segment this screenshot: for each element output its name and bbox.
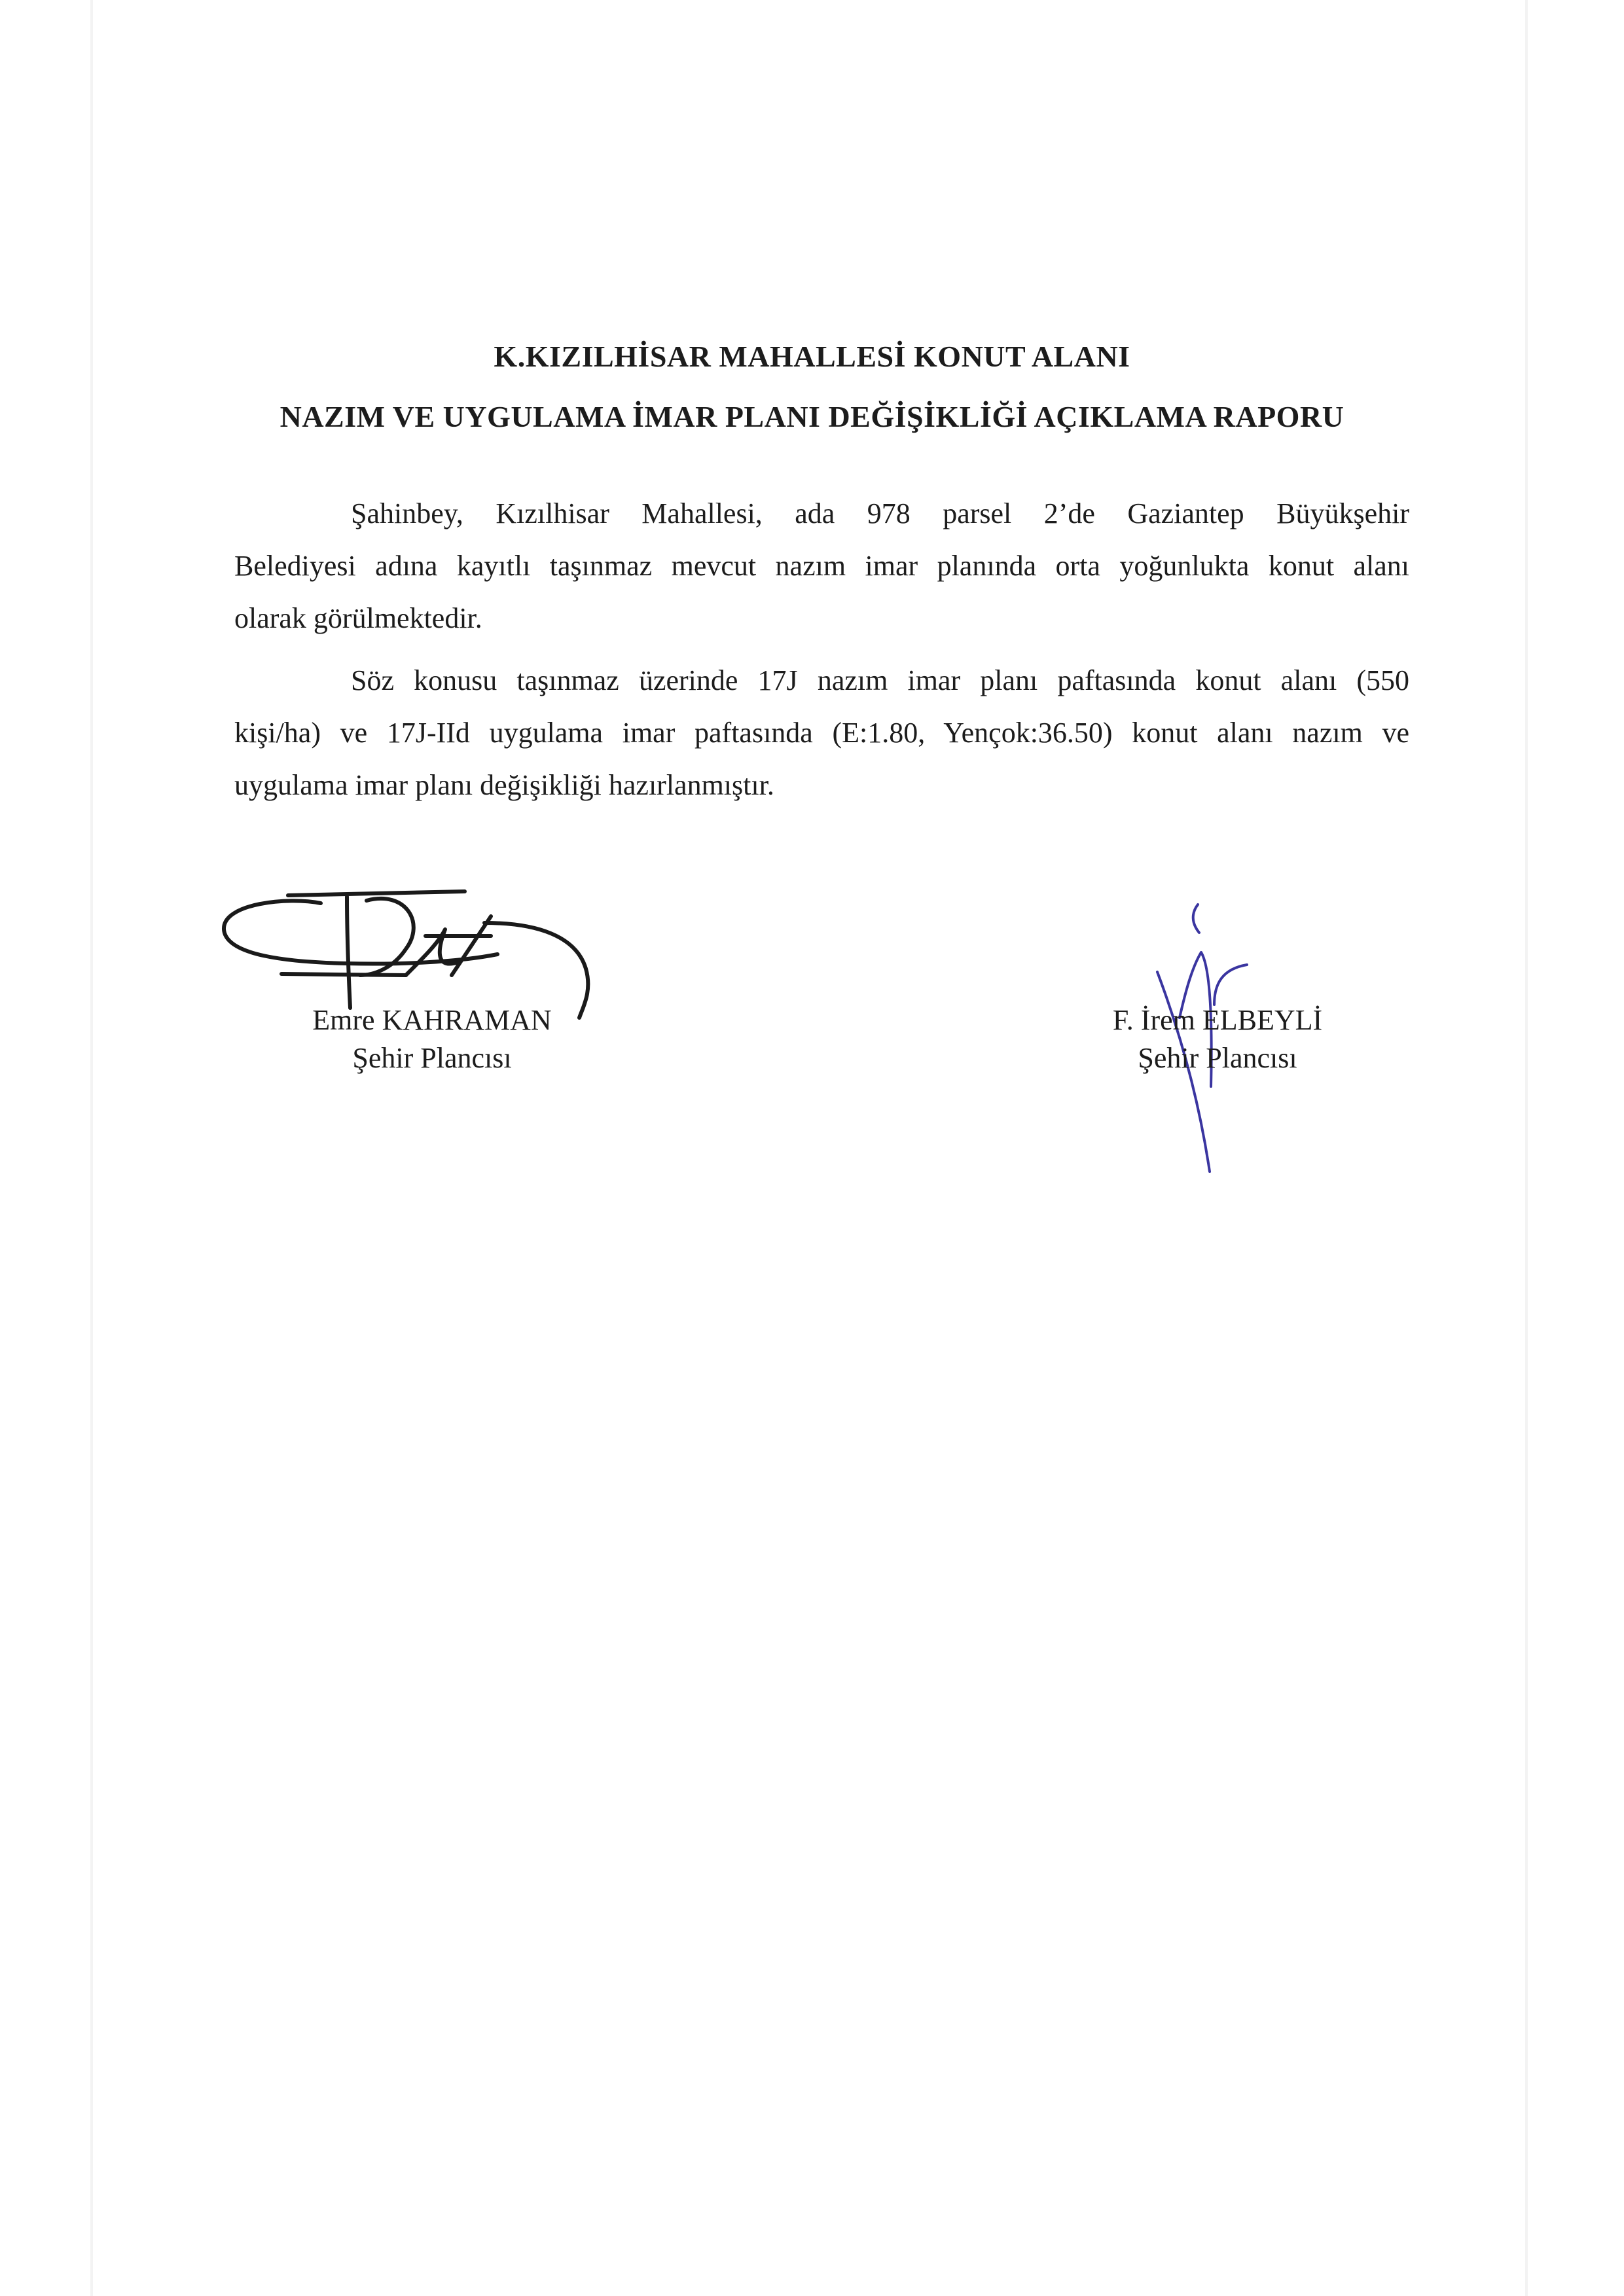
report-title-line-2: NAZIM VE UYGULAMA İMAR PLANI DEĞİŞİKLİĞİ AÇIKLAMA RAPORU xyxy=(280,400,1344,433)
paragraph-2 xyxy=(234,655,1409,812)
signer-right xyxy=(1074,1001,1362,1077)
signer-role: Şehir Plancısı xyxy=(352,1042,512,1074)
report-title-line-1: K.KIZILHİSAR MAHALLESİ KONUT ALANI xyxy=(494,340,1130,373)
paragraph-line: uygulama imar planı değişikliği hazırlanmıştır. xyxy=(234,769,774,801)
paragraph-line: Söz konusu taşınmaz üzerinde 17J nazım imar planı paftasında konut alanı (550 xyxy=(351,664,1409,696)
signer-name: Emre KAHRAMAN xyxy=(312,1004,552,1036)
signer-left xyxy=(288,1001,576,1077)
paragraph-line: Şahinbey, Kızılhisar Mahallesi, ada 978 parsel 2’de Gaziantep Büyükşehir xyxy=(351,497,1409,529)
paragraph-line: olarak görülmektedir. xyxy=(234,602,482,634)
paragraph-line: kişi/ha) ve 17J-IId uygulama imar paftasında (E:1.80, Yençok:36.50) konut alanı nazım ve xyxy=(234,717,1409,749)
paragraph-line: Belediyesi adına kayıtlı taşınmaz mevcut nazım imar planında orta yoğunlukta konut alanı xyxy=(234,550,1409,582)
signer-role: Şehir Plancısı xyxy=(1138,1042,1297,1074)
paragraph-1 xyxy=(234,488,1409,645)
signer-name: F. İrem ELBEYLİ xyxy=(1112,1004,1323,1036)
